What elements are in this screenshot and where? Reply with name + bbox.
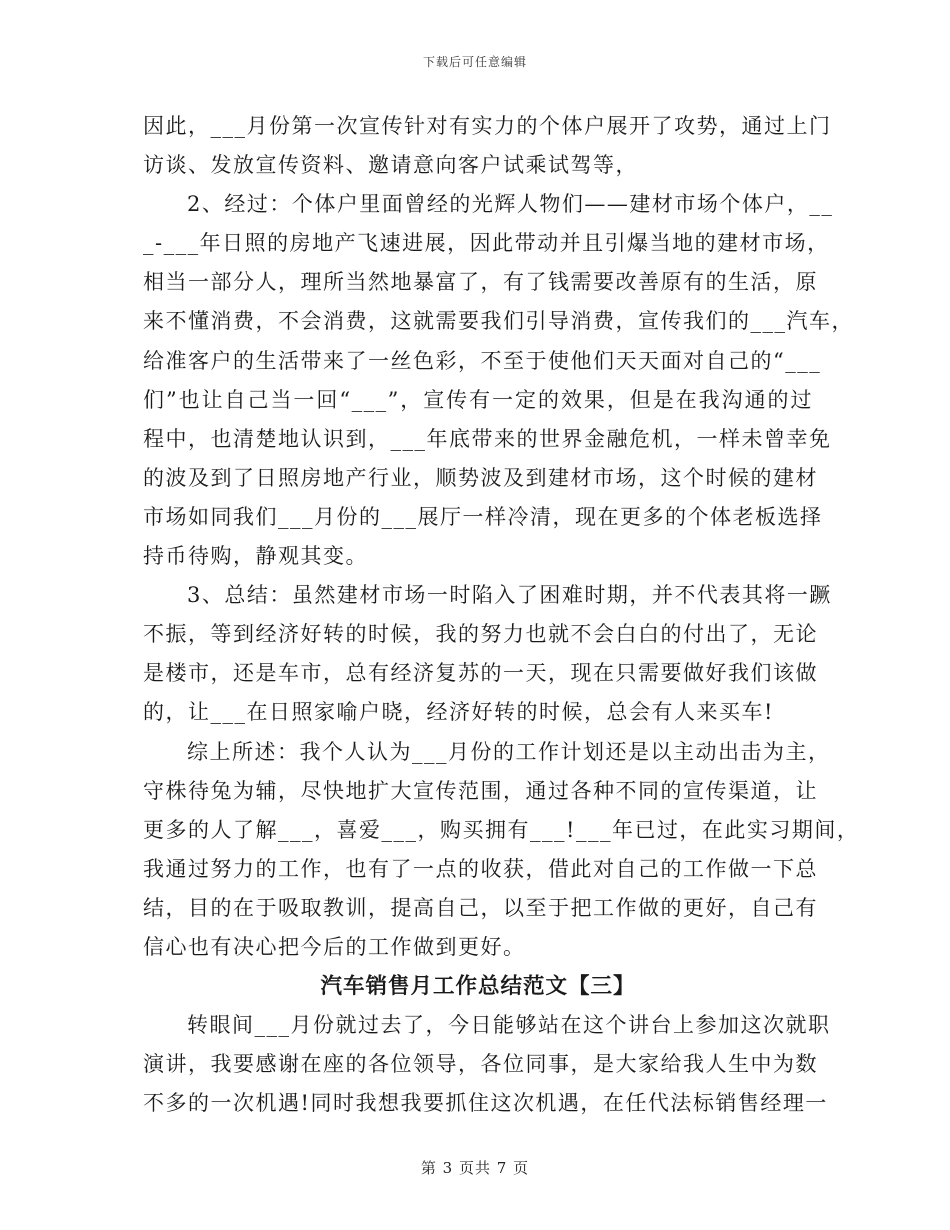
- text-line: 信心也有决心把今后的工作做到更好。: [143, 934, 526, 959]
- text-line: 来不懂消费，不会消费，这就需要我们引导消费，宣传我们的___汽车，: [143, 309, 854, 334]
- text-line: 因此，___月份第一次宣传针对有实力的个体户展开了攻势，通过上门: [143, 114, 832, 138]
- text-line: 相当一部分人，理所当然地暴富了，有了钱需要改善原有的生活，原: [143, 270, 818, 295]
- paragraph-start: 2、经过：个体户里面曾经的光辉人物们——建材市场个体户，__: [187, 192, 834, 217]
- page-header: 下载后可任意编辑: [422, 55, 527, 69]
- section-heading: 汽车销售月工作总结范文【三】: [320, 974, 636, 1000]
- document-body: [143, 107, 860, 1123]
- text-line: 演讲，我要感谢在座的各位领导，各位同事，是大家给我人生中为数: [143, 1052, 818, 1077]
- text-line: 持币待购，静观其变。: [143, 544, 368, 569]
- text-line: 是楼市，还是车市，总有经济复苏的一天，现在只需要做好我们该做: [143, 661, 818, 686]
- text-line: _-___年日照的房地产飞速进展，因此带动并且引爆当地的建材市场，: [143, 231, 830, 256]
- text-line: 不多的一次机遇!同时我想我要抓住这次机遇，在任代法标销售经理一: [143, 1091, 828, 1116]
- text-line: 我通过努力的工作，也有了一点的收获，借此对自己的工作做一下总: [143, 856, 818, 881]
- page-footer: 第 3 页共 7 页: [420, 1159, 530, 1177]
- paragraph-start: 综上所述：我个人认为___月份的工作计划还是以主动出击为主，: [187, 739, 831, 764]
- text-line: 程中，也清楚地认识到，___年底带来的世界金融危机，一样未曾幸免: [143, 426, 832, 451]
- text-line: 不振，等到经济好转的时候，我的努力也就不会白白的付出了，无论: [143, 622, 818, 647]
- text-line: 给准客户的生活带来了一丝色彩，不至于使他们天天面对自己的“___: [143, 348, 822, 373]
- text-line: 的波及到了日照房地产行业，顺势波及到建材市场，这个时候的建材: [143, 465, 818, 490]
- text-line: 们”也让自己当一回“___”，宣传有一定的效果，但是在我沟通的过: [143, 387, 813, 412]
- text-line: 结，目的在于吸取教训，提高自己，以至于把工作做的更好，自己有: [143, 895, 818, 920]
- paragraph-start: 转眼间___月份就过去了，今日能够站在这个讲台上参加这次就职: [187, 1013, 831, 1038]
- paragraph-start: 3、总结：虽然建材市场一时陷入了困难时期，并不代表其将一蹶: [187, 583, 832, 608]
- text-line: 市场如同我们___月份的___展厅一样冷清，现在更多的个体老板选择: [143, 504, 823, 529]
- text-line: 访谈、发放宣传资料、邀请意向客户试乘试驾等，: [143, 153, 638, 178]
- text-line: 守株待兔为辅，尽快地扩大宣传范围，通过各种不同的宣传渠道，让: [143, 778, 818, 803]
- text-line: 更多的人了解___，喜爱___，购买拥有___!___年已过，在此实习期间，: [143, 817, 860, 842]
- text-line: 的，让___在日照家喻户晓，经济好转的时候，总会有人来买车!: [143, 700, 774, 725]
